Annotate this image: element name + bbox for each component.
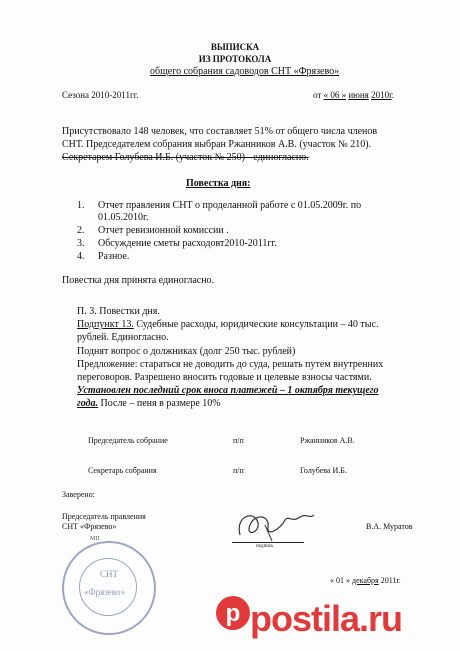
signature-line — [232, 542, 304, 543]
section-line-4: Предложение: стараться не доводить до суда, решать путем внутренних — [77, 359, 384, 370]
attendance-line-1: Присутствовало 148 человек, что составляет 51% от общего числа членов — [62, 126, 378, 137]
agenda-num-3: 3. — [77, 238, 85, 249]
doc-subtitle: ИЗ ПРОТОКОЛА — [198, 54, 272, 64]
subpoint-label: Подпункт 13. — [77, 319, 134, 330]
doc-title: ВЫПИСКА — [210, 42, 260, 52]
agenda-item-1: Отчет правления СНТ о проделанной работе с 01.05.2009г. по — [98, 200, 362, 211]
certified-role-1: Председатель правления — [62, 512, 146, 521]
agenda-num-1: 1. — [77, 200, 85, 211]
postila-logo-icon — [214, 594, 252, 632]
bottom-date: « 01 » декабря 2011г. — [330, 576, 401, 585]
subpoint-line — [77, 319, 378, 331]
agenda-num-4: 4. — [77, 251, 85, 262]
agenda-num-2: 2. — [77, 225, 85, 236]
certified-label: Заверено: — [62, 490, 95, 499]
stamp-seal: СНТ «Фрязево» — [62, 541, 156, 635]
meeting-title: общего собрания садоводов СНТ «Фрязево» — [150, 66, 340, 77]
certified-name: В.А. Муратов — [366, 522, 413, 531]
attendance-line-3: Секретарем Голубева И.Б. (участок № 250) - единогласно. — [62, 152, 309, 163]
agenda-item-2: Отчет ревизионной комиссии . — [98, 225, 229, 236]
svg-text:p: p — [225, 600, 241, 627]
sig-mark-1: п/п — [233, 436, 244, 445]
sig-name-2: Голубева И.Б. — [300, 466, 347, 475]
agenda-item-3: Обсуждение сметы расходовт2010-2011гг. — [98, 238, 277, 249]
stamp-mp: МП. — [90, 536, 102, 542]
section-line-2: рублей. Единогласно. — [77, 332, 169, 343]
agenda-item-1-cont: 01.05.2010г. — [98, 212, 149, 223]
section-line-6: Установлен последний срок вноса платежей – 1 октября текущего — [77, 385, 379, 396]
subpoint-text: Судебные расходы, юридические консультации – 40 тыс. — [133, 319, 379, 330]
section-point: П. 3. Повестки дня. — [77, 306, 160, 317]
sig-role-1: Председатель собрание — [88, 436, 168, 445]
meeting-date: от « 06 » июня 2010г. — [313, 90, 395, 100]
attendance-line-2: СНТ. Председателем собрания выбран Ржанников А.В. (участок № 210). — [62, 139, 372, 150]
section-line-5: переговоров. Разрешено вносить годовые и целевые взносы частями. — [77, 372, 372, 383]
sig-name-1: Ржанников А.В. — [300, 436, 355, 445]
agenda-accepted: Повестка дня принята единогласно. — [62, 275, 215, 286]
season-label: Сезона 2010-2011гг. — [62, 90, 139, 100]
section-line-3: Поднят вопрос о должниках (долг 250 тыс. рублей) — [77, 346, 296, 357]
signature-caption: подпись — [256, 544, 274, 549]
section-line-7: года. После – пеня в размере 10% — [77, 398, 221, 409]
agenda-heading: Повестка дня: — [186, 178, 251, 189]
certified-role-2: СНТ «Фрязево» — [62, 522, 117, 531]
agenda-item-4: Разное. — [98, 251, 130, 262]
sig-mark-2: п/п — [233, 466, 244, 475]
handwritten-signature — [210, 505, 320, 545]
watermark-text: postila.ru — [250, 598, 403, 639]
sig-role-2: Секретарь собрания — [88, 466, 157, 475]
